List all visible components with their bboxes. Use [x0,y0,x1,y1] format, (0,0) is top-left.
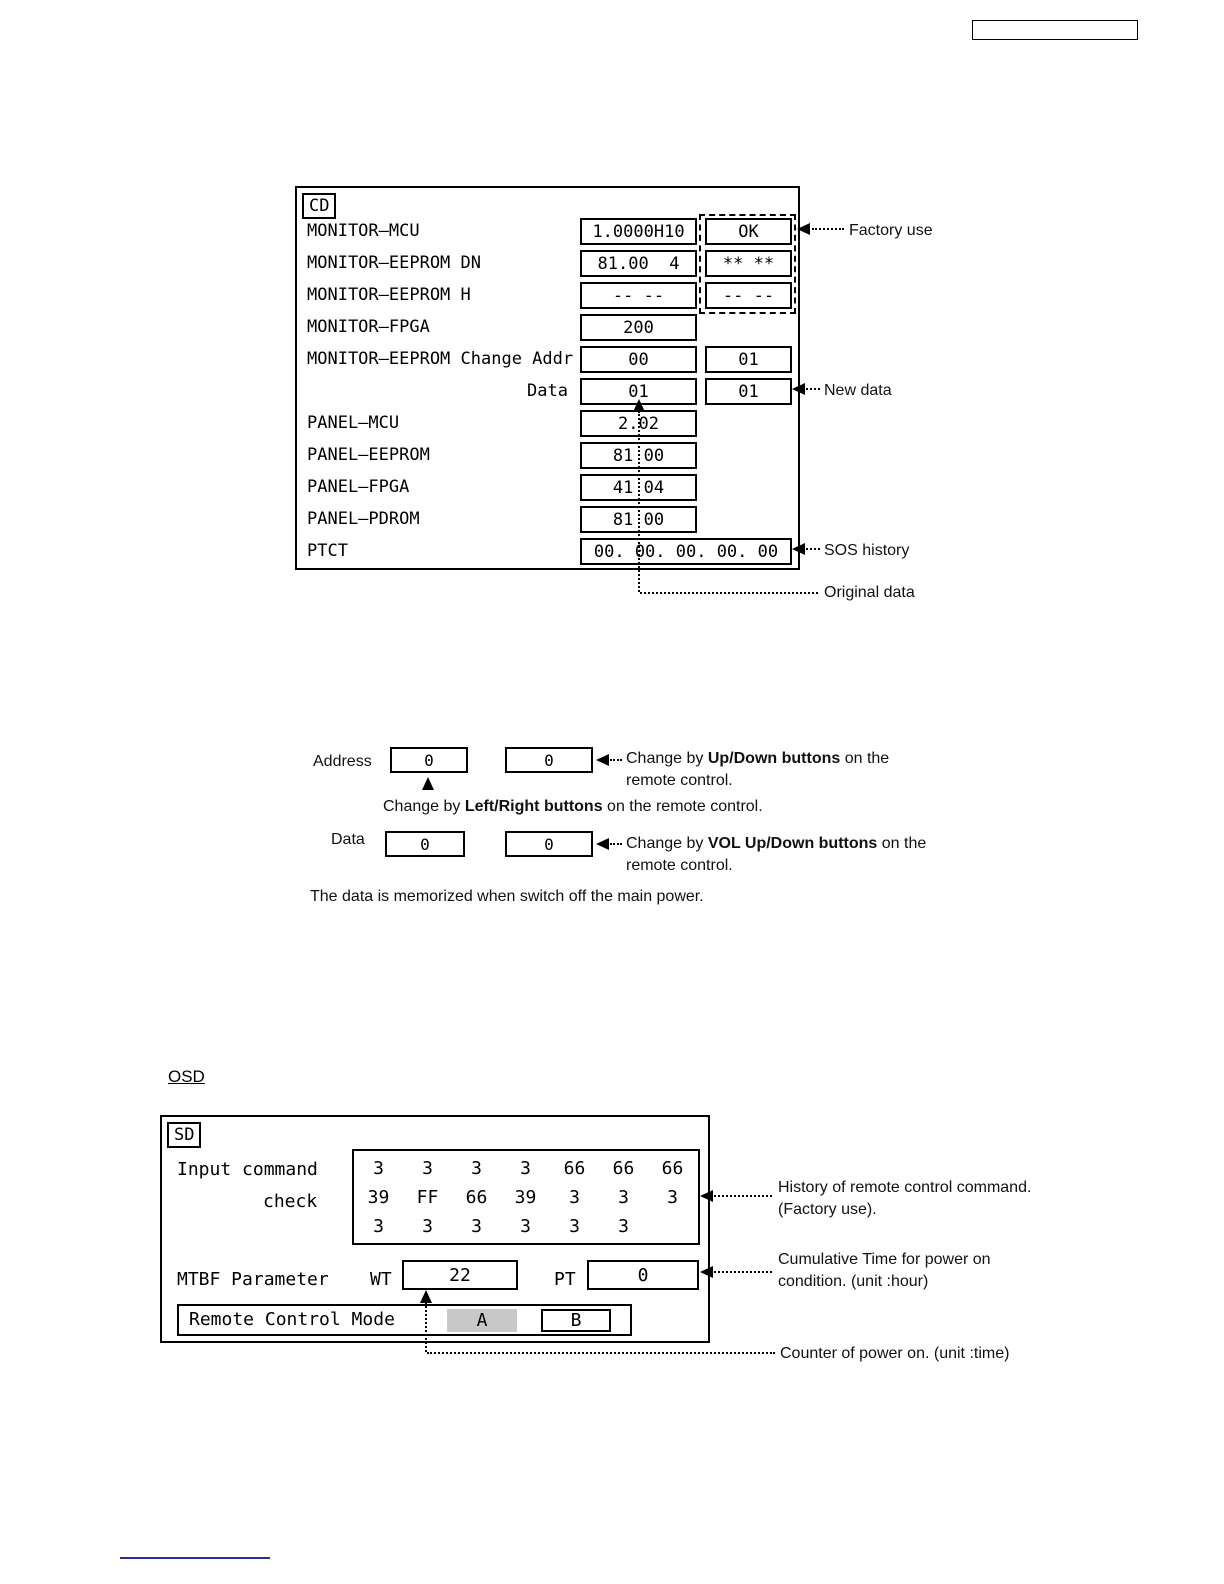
dotted-line [714,1271,772,1273]
leftright-note: Change by Left/Right buttons on the remote control. [383,798,763,815]
row-label: MONITOR—EEPROM Change Addr [307,349,574,369]
history-annotation: History of remote control command. (Factory use). [778,1179,1032,1218]
row-label: MONITOR—EEPROM H [307,285,471,305]
dotted-line [638,411,640,592]
cd-osd-panel [295,186,800,570]
value-box: -- -- [580,282,697,309]
cd-tag: CD [302,193,336,219]
value-box: 41 04 [580,474,697,501]
dotted-line [714,1195,772,1197]
pt-value-box: 0 [587,1260,699,1290]
address-label: Address [313,753,372,770]
arrow-left-icon [700,1190,713,1202]
data-box-2: 0 [505,831,593,857]
input-command-label-2: check [263,1191,318,1212]
row-label: Data [527,381,568,401]
mode-b-cell: B [541,1309,611,1332]
mtbf-label: MTBF Parameter [177,1269,329,1290]
row-label: MONITOR—EEPROM DN [307,253,481,273]
value-box: 01 [705,378,792,405]
row-label: MONITOR—FPGA [307,317,430,337]
remote-control-mode-box [177,1304,632,1336]
factory-use-label: Factory use [849,222,933,239]
command-row: 39 FF 66 39 3 3 3 [367,1187,678,1208]
value-box: 81.00 4 [580,250,697,277]
arrow-left-icon [792,543,805,555]
value-box: OK [705,218,792,245]
sos-history-label: SOS history [824,542,910,559]
dotted-line [427,1352,775,1354]
data-label: Data [331,831,365,848]
row-label: PANEL—MCU [307,413,400,433]
arrow-up-icon [422,777,434,790]
dotted-line [806,388,820,390]
value-box: 00 [580,346,697,373]
dotted-line [425,1302,427,1352]
sd-tag: SD [167,1122,201,1148]
value-box: 01 [705,346,792,373]
dotted-line [610,843,622,845]
original-data-label: Original data [824,584,915,601]
page-number-box [972,20,1138,40]
address-box-2: 0 [505,747,593,773]
new-data-label: New data [824,382,892,399]
dotted-line [812,228,844,230]
command-row: 3 3 3 3 66 66 66 [373,1158,684,1179]
pt-label: PT [554,1269,576,1290]
row-label: MONITOR—MCU [307,221,420,241]
sd-osd-panel [160,1115,710,1343]
value-box: 81 00 [580,442,697,469]
command-row: 3 3 3 3 3 3 [373,1216,629,1237]
command-history-box [352,1149,700,1245]
wt-label: WT [370,1269,392,1290]
value-box: -- -- [705,282,792,309]
value-box: 00. 00. 00. 00. 00 [580,538,792,565]
address-box-1: 0 [390,747,468,773]
vol-note: Change by VOL Up/Down buttons on the remote control. [626,835,927,874]
arrow-left-icon [596,838,609,850]
memorize-note: The data is memorized when switch off the main power. [310,888,704,905]
row-label: PANEL—PDROM [307,509,420,529]
value-box: 1.0000H10 [580,218,697,245]
arrow-left-icon [596,754,609,766]
value-box: ** ** [705,250,792,277]
osd-heading: OSD [168,1067,205,1086]
dotted-line [610,759,622,761]
remote-mode-label: Remote Control Mode [189,1309,395,1330]
row-label: PANEL—EEPROM [307,445,430,465]
mode-a-cell: A [447,1309,517,1332]
wt-value-box: 22 [402,1260,518,1290]
value-box: 200 [580,314,697,341]
value-box: 2.02 [580,410,697,437]
row-label: PTCT [307,541,348,561]
footer-rule [120,1557,270,1559]
dotted-line [806,548,820,550]
arrow-left-icon [797,223,810,235]
arrow-left-icon [700,1266,713,1278]
row-label: PANEL—FPGA [307,477,410,497]
dotted-line [640,592,818,594]
input-command-label: Input command [177,1159,318,1180]
counter-annotation: Counter of power on. (unit :time) [780,1345,1010,1362]
arrow-left-icon [792,383,805,395]
cumulative-annotation: Cumulative Time for power on condition. (unit :hour) [778,1251,991,1290]
updown-note: Change by Up/Down buttons on the remote control. [626,750,890,789]
value-box: 01 [580,378,697,405]
data-box-1: 0 [385,831,465,857]
value-box: 81 00 [580,506,697,533]
